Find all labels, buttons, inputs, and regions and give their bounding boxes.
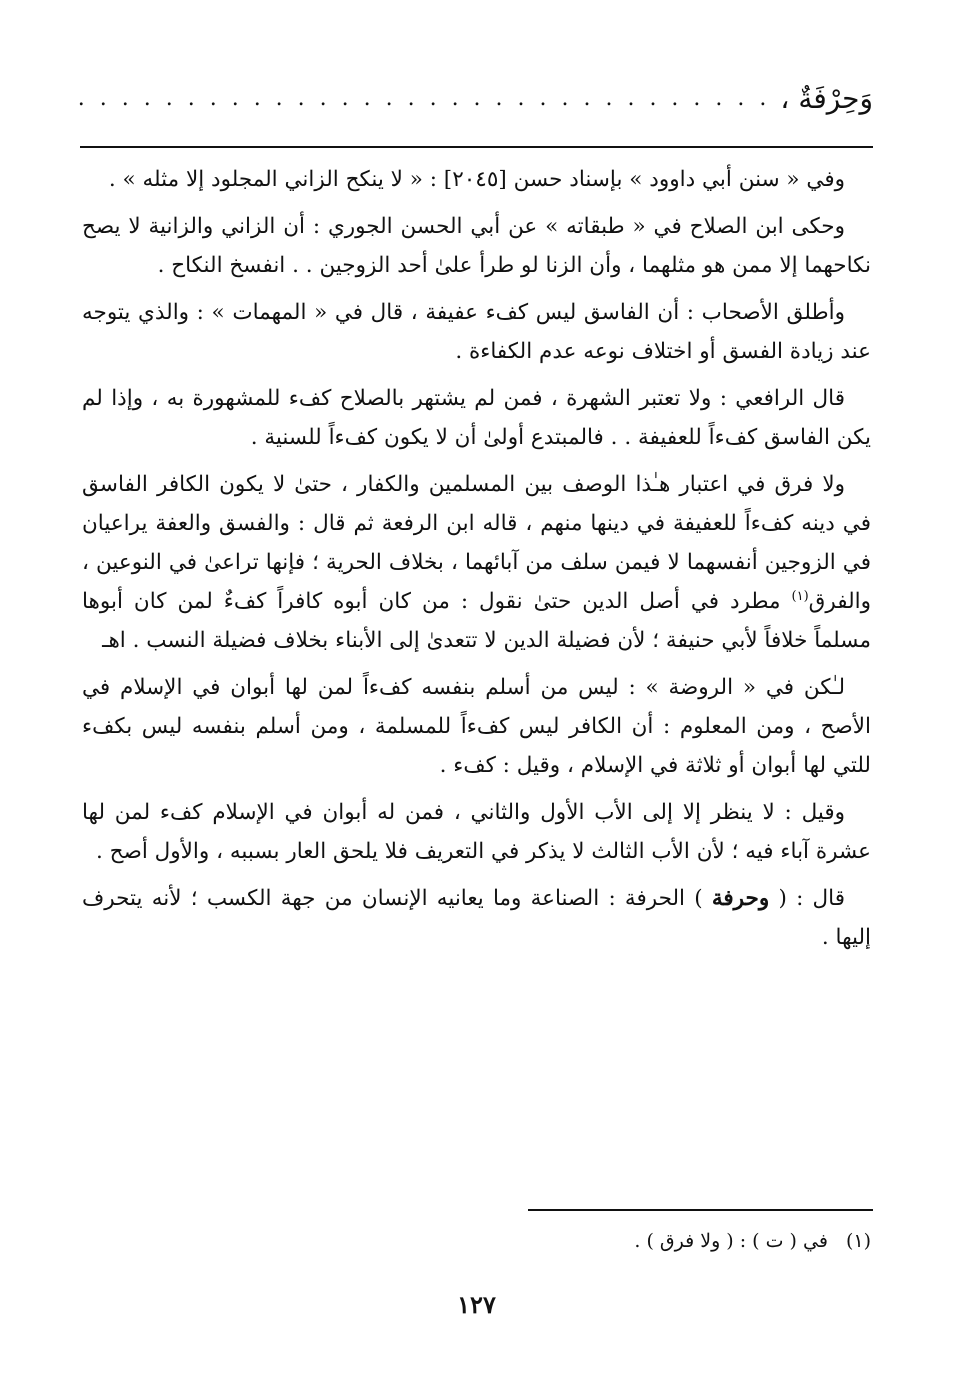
paragraph-4: قال الرافعي : ولا تعتبر الشهرة ، فمن لم يشتهر بالصلاح كفء للمشهورة به ، وإذا لم يكن الفاسق كفءاً للعفيفة . . فالمبتدع أولىٰ أن لا يكون كفءاً للسنية . bbox=[82, 386, 871, 450]
paragraph-8 bbox=[82, 879, 871, 957]
header-title: وَحِرْفَةٌ ، bbox=[780, 81, 873, 115]
paragraph-2: وحكى ابن الصلاح في « طبقاته » عن أبي الحسن الجوري : أن الزاني والزانية لا يصح نكاحهما إلا ممن هو مثلهما ، وأن الزنا لو طرأ علىٰ أحد الزوجين . . انفسخ النكاح . bbox=[82, 214, 871, 278]
page-number: ١٢٧ bbox=[457, 1290, 496, 1319]
paragraph-5-end: مطرد في أصل الدين حتىٰ نقول : من كان أبوه كافراً كفءٌ لمن كان أبوها مسلماً خلافاً لأبي حنيفة ؛ لأن فضيلة الدين لا تتعدىٰ إلى الأبناء بخلاف فضيلة النسب . اهـ bbox=[82, 589, 871, 653]
header-divider bbox=[80, 146, 873, 148]
main-text bbox=[82, 160, 871, 965]
footnote-number: (١) bbox=[845, 1230, 871, 1252]
paragraph-6: لـٰكن في « الروضة » : ليس من أسلم بنفسه كفءاً لمن لها أبوان في الإسلام في الأصح ، ومن المعلوم : أن الكافر ليس كفءاً للمسلمة ، ومن أسلم بنفسه ليس بكفء للتي لها أبوان أو ثلاثة في الإسلام ، وقيل : كفء . bbox=[82, 675, 871, 778]
header-dots: . . . . . . . . . . . . . . . . . . . . . . . . . . . . . . . . bbox=[77, 85, 771, 111]
footnote-divider bbox=[528, 1209, 873, 1211]
paragraph-7: وقيل : لا ينظر إلا إلى الأب الأول والثاني ، فمن له أبوان في الإسلام كفء لمن لها عشرة آباء فيه ؛ لأن الأب الثالث لا يذكر في التعريف فلا يلحق العار بسببه ، والأول أصح . bbox=[82, 800, 871, 864]
footnote-reference[interactable]: (١) bbox=[791, 588, 809, 604]
paragraph-3: وأطلق الأصحاب : أن الفاسق ليس كفء عفيفة ، قال في « المهمات » : والذي يتوجه عند زيادة الفسق أو اختلاف نوعه عدم الكفاءة . bbox=[82, 300, 871, 364]
paragraph-5-start: ولا فرق في اعتبار هـٰذا الوصف بين المسلمين والكفار ، حتىٰ لا يكون الكافر الفاسق في دينه كفءاً للعفيفة في دينها منهم ، قاله ابن الرفعة ثم قال : والفسق والعفة يراعيان في الزوجين أنفسهما لا فيمن سلف من آبائهما ، بخلاف الحرية ؛ فإنها تراعىٰ في النوعين ، والفرق bbox=[82, 472, 871, 614]
paragraph-5 bbox=[82, 465, 871, 660]
footnote bbox=[82, 1226, 871, 1256]
footnote-text: في ( ت ) : ( ولا فرق ) . bbox=[634, 1230, 828, 1252]
paragraph-8-start: قال : ( bbox=[769, 886, 845, 911]
bold-term: وحرفة bbox=[711, 886, 770, 911]
running-header bbox=[73, 76, 873, 120]
paragraph-8-end: ) الحرفة : الصناعة وما يعانيه الإنسان من جهة الكسب ؛ لأنه يتحرف إليها . bbox=[82, 886, 871, 950]
paragraph-1: وفي « سنن أبي داوود » بإسناد حسن [٢٠٤٥] : « لا ينكح الزاني المجلود إلا مثله » . bbox=[108, 167, 845, 192]
